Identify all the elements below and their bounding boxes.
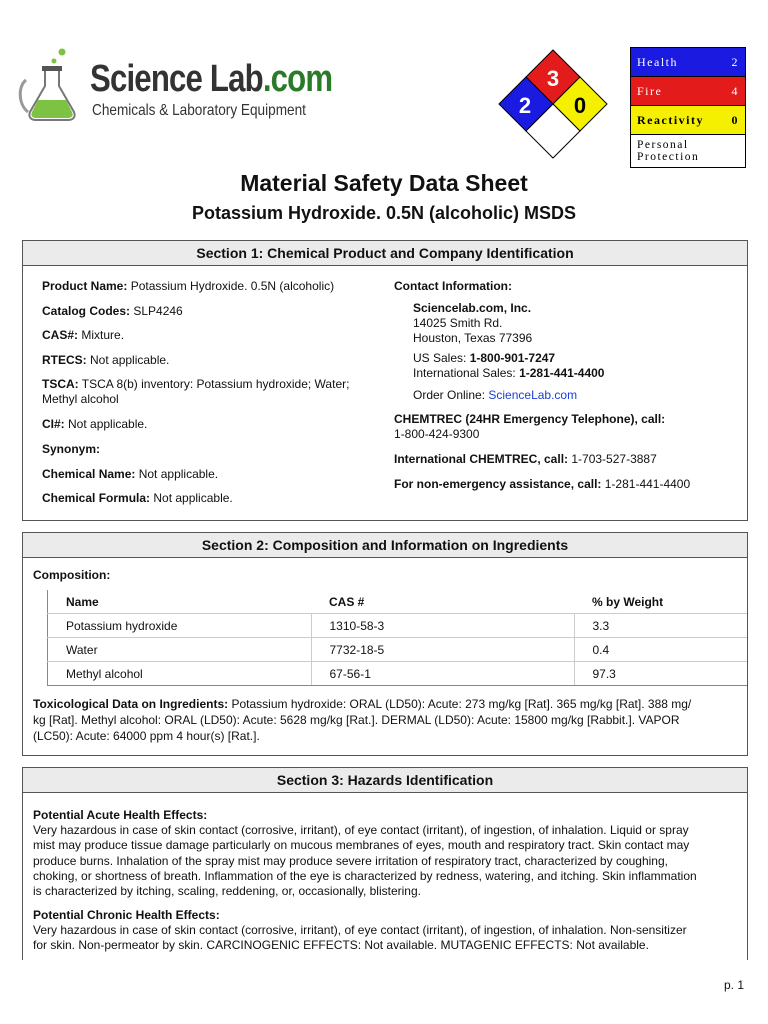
- nfpa-fire-value: 3: [546, 66, 560, 91]
- tsca: TSCA: TSCA 8(b) inventory: Potassium hydroxide; Water; Methyl alcohol: [42, 377, 350, 406]
- flask-icon: [18, 46, 88, 126]
- hazard-row-reactivity: Reactivity 0: [631, 106, 745, 135]
- synonym: Synonym:: [42, 442, 101, 456]
- order-online: Order Online: ScienceLab.com: [413, 388, 578, 402]
- column-header-cas: CAS #: [311, 590, 574, 614]
- hazard-row-fire: Fire 4: [631, 77, 745, 106]
- section-2: [22, 532, 748, 756]
- table-row: Methyl alcohol 67-56-1 97.3: [48, 662, 748, 686]
- nfpa-health-value: 2: [518, 93, 532, 118]
- international-chemtrec: International CHEMTREC, call: 1-703-527-3887: [394, 452, 657, 466]
- nfpa-reactivity-value: 0: [573, 93, 587, 118]
- hmis-hazard-table: [630, 47, 746, 168]
- toxicological-data: Toxicological Data on Ingredients: Potassium hydroxide: ORAL (LD50): Acute: 273 mg/kg [Rat]. 365 mg/kg [Rat]. 388 mg/ kg [Rat]. Methyl alcohol: ORAL (LD50): Acute: 5628 mg/kg [Rat.]. DERMAL (LD50): Acute: 15800 mg/kg [Rabbit.]. VAPOR (LC50): Acute: 64000 ppm 4 hour(s) [Rat.].: [33, 697, 692, 743]
- hazard-row-health: Health 2: [631, 48, 745, 77]
- sciencelab-logo[interactable]: [18, 46, 333, 126]
- section-1-heading: Section 1: Chemical Product and Company Identification: [23, 241, 747, 266]
- nfpa-diamond: [497, 48, 609, 164]
- cas-number: CAS#: Mixture.: [42, 328, 125, 342]
- contact-information-label: Contact Information:: [394, 279, 512, 293]
- sciencelab-link[interactable]: ScienceLab.com: [488, 388, 578, 402]
- composition-label: Composition:: [33, 568, 111, 582]
- ci-number: CI#: Not applicable.: [42, 417, 148, 431]
- chronic-health-effects: Potential Chronic Health Effects: Very hazardous in case of skin contact (corrosive, irritant), of eye contact (irritant), of ingestion, of inhalation. Non-sensitizer for skin. Non-permeator by skin. CARCINOGENIC EFFECTS: Not available. MUTAGENIC EFFECTS: Not available.: [33, 908, 687, 953]
- product-name: Product Name: Potassium Hydroxide. 0.5N (alcoholic): [42, 279, 335, 293]
- section-2-heading: Section 2: Composition and Information on Ingredients: [23, 533, 747, 558]
- document-title: Material Safety Data Sheet: [240, 170, 528, 196]
- document-subtitle: Potassium Hydroxide. 0.5N (alcoholic) MSDS: [191, 203, 577, 223]
- table-row: Potassium hydroxide 1310-58-3 3.3: [48, 614, 748, 638]
- column-header-name: Name: [48, 590, 312, 614]
- non-emergency: For non-emergency assistance, call: 1-281-441-4400: [394, 477, 691, 491]
- chemtrec: CHEMTREC (24HR Emergency Telephone), call: 1-800-424-9300: [394, 412, 666, 441]
- section-1: [22, 240, 748, 521]
- section-3-heading: Section 3: Hazards Identification: [23, 768, 747, 793]
- logo-tagline: Chemicals & Laboratory Equipment: [92, 102, 306, 119]
- composition-table: [47, 590, 747, 686]
- table-row: Water 7732-18-5 0.4: [48, 638, 748, 662]
- table-header-row: [48, 590, 748, 614]
- logo-wordmark: Science Lab.com: [90, 58, 333, 100]
- section-3: [22, 767, 748, 960]
- chemical-name: Chemical Name: Not applicable.: [42, 467, 219, 481]
- acute-health-effects: Potential Acute Health Effects: Very hazardous in case of skin contact (corrosive, irritant), of eye contact (irritant), of ingestion, of inhalation. Liquid or spray mist may produce tissue damage particularly on mucous membranes of eyes, mouth and respiratory tract. Skin contact may produce burns. Inhalation of the spray mist may produce severe irritation of respiratory tract, characterized by coughing, choking, or shortness of breath. Inflammation of the eye is characterized by redness, watering, and itching. Skin inflammation is characterized by itching, scaling, reddening, or, occasionally, blistering.: [33, 808, 697, 899]
- chemical-formula: Chemical Formula: Not applicable.: [42, 491, 233, 505]
- sales-phones: US Sales: 1-800-901-7247 International Sales: 1-281-441-4400: [413, 351, 605, 380]
- column-header-weight: % by Weight: [574, 590, 747, 614]
- page-number: p. 1: [723, 978, 744, 992]
- company-block: Sciencelab.com, Inc. 14025 Smith Rd. Houston, Texas 77396: [413, 301, 533, 345]
- rtecs: RTECS: Not applicable.: [42, 353, 170, 367]
- catalog-codes: Catalog Codes: SLP4246: [42, 304, 183, 318]
- hazard-row-personal-protection: Personal Protection: [631, 135, 745, 167]
